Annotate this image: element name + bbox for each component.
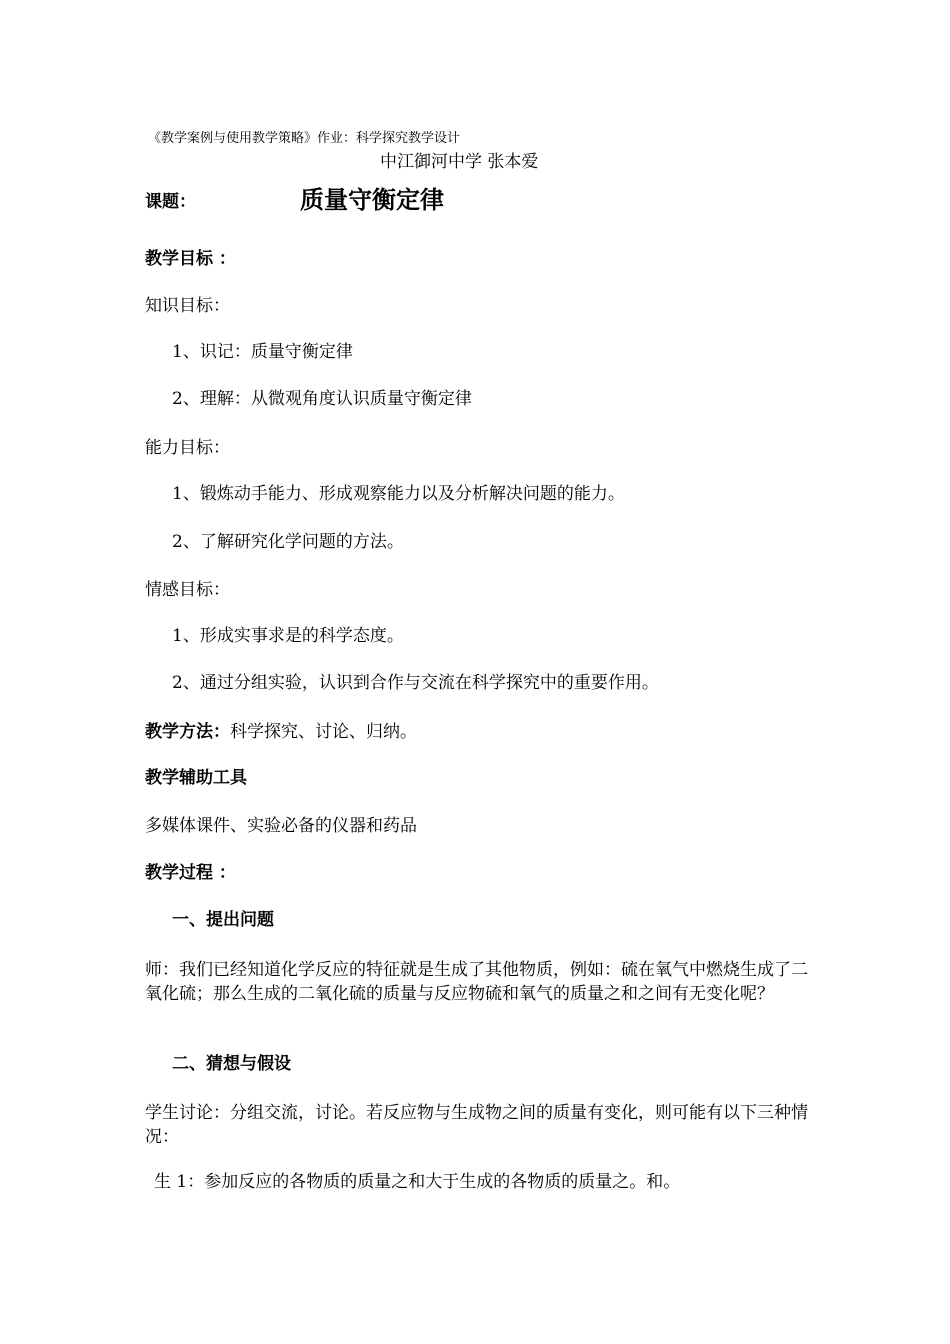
author-line: 中江御河中学 张本爱	[380, 152, 539, 172]
teaching-tools-text: 多媒体课件、实验必备的仪器和药品	[145, 816, 417, 836]
step2-paragraph: 学生讨论：分组交流，讨论。若反应物与生成物之间的质量有变化，则可能有以下三种情况：	[145, 1103, 808, 1147]
student1-statement: 生 1：参加反应的各物质的质量之和大于生成的各物质的质量之。和。	[154, 1172, 681, 1192]
teaching-method-label: 教学方法：	[145, 722, 230, 742]
emotion-goal-item: 1、形成实事求是的科学态度。	[172, 626, 404, 646]
step1-heading: 一、提出问题	[172, 910, 274, 930]
ability-goal-item: 2、了解研究化学问题的方法。	[172, 532, 404, 552]
goals-heading: 教学目标 ：	[145, 249, 236, 269]
teaching-process-heading: 教学过程 ：	[145, 863, 236, 883]
step1-paragraph: 师：我们已经知道化学反应的特征就是生成了其他物质，例如：硫在氧气中燃烧生成了二氧化硫；那么生成的二氧化硫的质量与反应物硫和氧气的质量之和之间有无变化呢？	[145, 960, 808, 1004]
topic-label: 课题：	[145, 192, 196, 212]
teaching-method-text: 科学探究、讨论、归纳。	[230, 722, 417, 742]
course-assignment-line: 《教学案例与使用教学策略》作业：科学探究教学设计	[148, 131, 461, 146]
knowledge-goals-label: 知识目标：	[145, 296, 230, 316]
emotion-goal-item: 2、通过分组实验，认识到合作与交流在科学探究中的重要作用。	[172, 673, 659, 693]
emotion-goals-label: 情感目标：	[145, 580, 230, 600]
knowledge-goal-item: 1、识记：质量守衡定律	[172, 342, 353, 362]
teaching-tools-heading: 教学辅助工具	[145, 768, 247, 788]
ability-goals-label: 能力目标：	[145, 438, 230, 458]
teaching-method	[145, 722, 417, 742]
knowledge-goal-item: 2、理解：从微观角度认识质量守衡定律	[172, 389, 472, 409]
ability-goal-item: 1、锻炼动手能力、形成观察能力以及分析解决问题的能力。	[172, 484, 625, 504]
topic-title: 质量守衡定律	[300, 185, 444, 214]
step2-heading: 二、猜想与假设	[172, 1054, 291, 1074]
